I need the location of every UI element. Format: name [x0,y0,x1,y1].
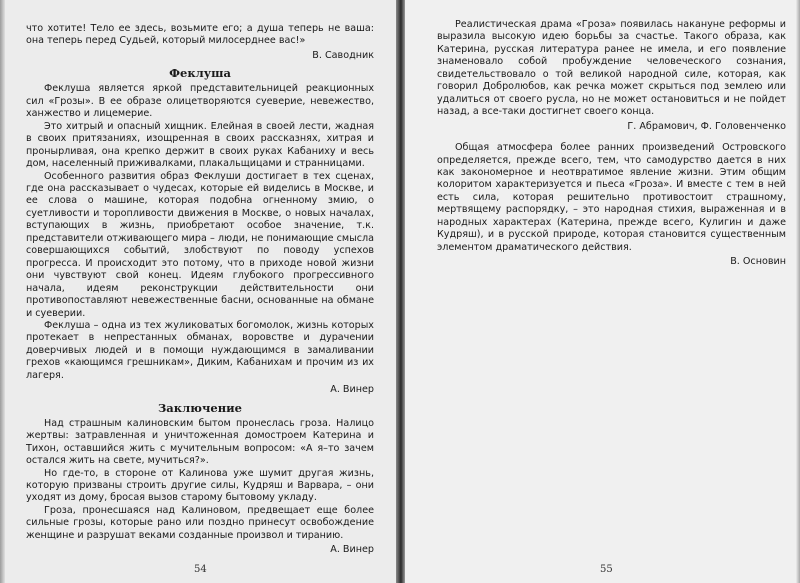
paragraph: Феклуша является яркой представительницей реакционных сил «Грозы». В ее образе олицетворяются суеверие, невежество, ханжество и лицемерие. [26,83,374,120]
page-number-right: 55 [600,564,613,575]
paragraph: Над страшным калиновским бытом пронеслась гроза. Налицо жертвы: затравленная и уничтоженная домостроем Катерина и Тихон, оставшийся жить с мучительным вопросом: «А я–то зачем остался жить на свете, мучиться?». [26,417,374,467]
section-heading-feklusha: Феклуша [169,66,231,81]
section-heading-conclusion: Заключение [158,400,242,415]
paragraph: Гроза, пронесшаяся над Калиновом, предвещает еще более сильные грозы, которые рано или поздно принесут освобождение женщине и разрушат веками созданные произвол и тиранию. [26,504,374,541]
paragraph1-attribution: Г. Абрамович, Ф. Головенченко [627,120,786,132]
paragraph: Особенного развития образ Феклуши достигает в тех сценах, где она рассказывает о чудесах, которые ей виделись в Москве, и ее слова о машине, которая подобна огненному змию, о суетливости и торопливости движения в Москве, о новых началах, вступающих в жизнь, приобретают особое значение, т.к. представители отживающего мира – люди, не понимающие смысла совершающихся событий, злобствуют по поводу успехов прогресса. И происходит это потому, что в приходе новой жизни они чувствуют свой конец. Идеям глубокого прогрессивного начала, идеям реконструкции действительности они противопоставляют невежественные басни, основанные на обмане и суеверии. [26,170,374,319]
book-gutter [396,0,405,583]
intro-text: что хотите! Тело ее здесь, возьмите его; а душа теперь не ваша: она теперь перед Судьей, который милосерднее вас!» [26,23,374,47]
paragraph2-attribution: В. Основин [730,256,786,268]
page-number-left: 54 [194,564,207,575]
intro-attribution: В. Саводник [312,49,374,61]
right-page [403,0,800,583]
page-edge-shadow-right [796,0,800,583]
paragraph: Феклуша – одна из тех жуликоватых богомолок, жизнь которых протекает в непрестанных обманах, воровстве и дурачении доверчивых людей и в помощи нуждающимся в замаливании грехов «кающимся грешникам», Диким, Кабаниxам и прочим из их лагеря. [26,319,374,381]
paragraph: Реалистическая драма «Гроза» появилась накануне реформы и выразила высокую идею борьбы за счастье. Такого образа, как Катерина, русская литература ранее не имела, и его появление знаменовало собой пробуждение человеческого сознания, свидетельствовало о той великой народной силе, которая, как говорил Добролюбов, как речка может скрыться под землею или удалиться от своего русла, но не может остановиться и не пойдет назад, а все-таки достигнет своего конца. [437,19,786,118]
paragraph: Это хитрый и опасный хищник. Елейная в своей лести, жадная в своих притязаниях, изощренная в своих рассказнях, хитрая и пронырливая, она крепко держит в своих руках Кабаниху и весь дом, населенный приживалками, плакальщицами и странницами. [26,120,374,170]
page-edge-shadow-left [0,0,5,583]
section2-attribution: А. Винер [330,544,374,556]
paragraph: Общая атмосфера более ранних произведений Островского определяется, прежде всего, тем, что самодурство дается в них как закономерное и неотвратимое явление жизни. Этим общим колоритом характеризуется и пьеса «Гроза». И вместе с тем в ней есть сила, которая решительно противостоит страшному, мертвящему распорядку, – это народная стихия, выраженная и в народных характерах (Катерина, прежде всего, Кулигин и даже Кудряш), и в русской природе, которая становится существенным элементом драматического действия. [437,142,786,253]
section1-attribution: А. Винер [330,384,374,396]
paragraph: Но где-то, в стороне от Калинова уже шумит другая жизнь, которую призваны строить другие силы, Кудряш и Варвара, – они уходят из дому, бросая вызов старому бытовому укладу. [26,467,374,504]
left-page [0,0,398,583]
